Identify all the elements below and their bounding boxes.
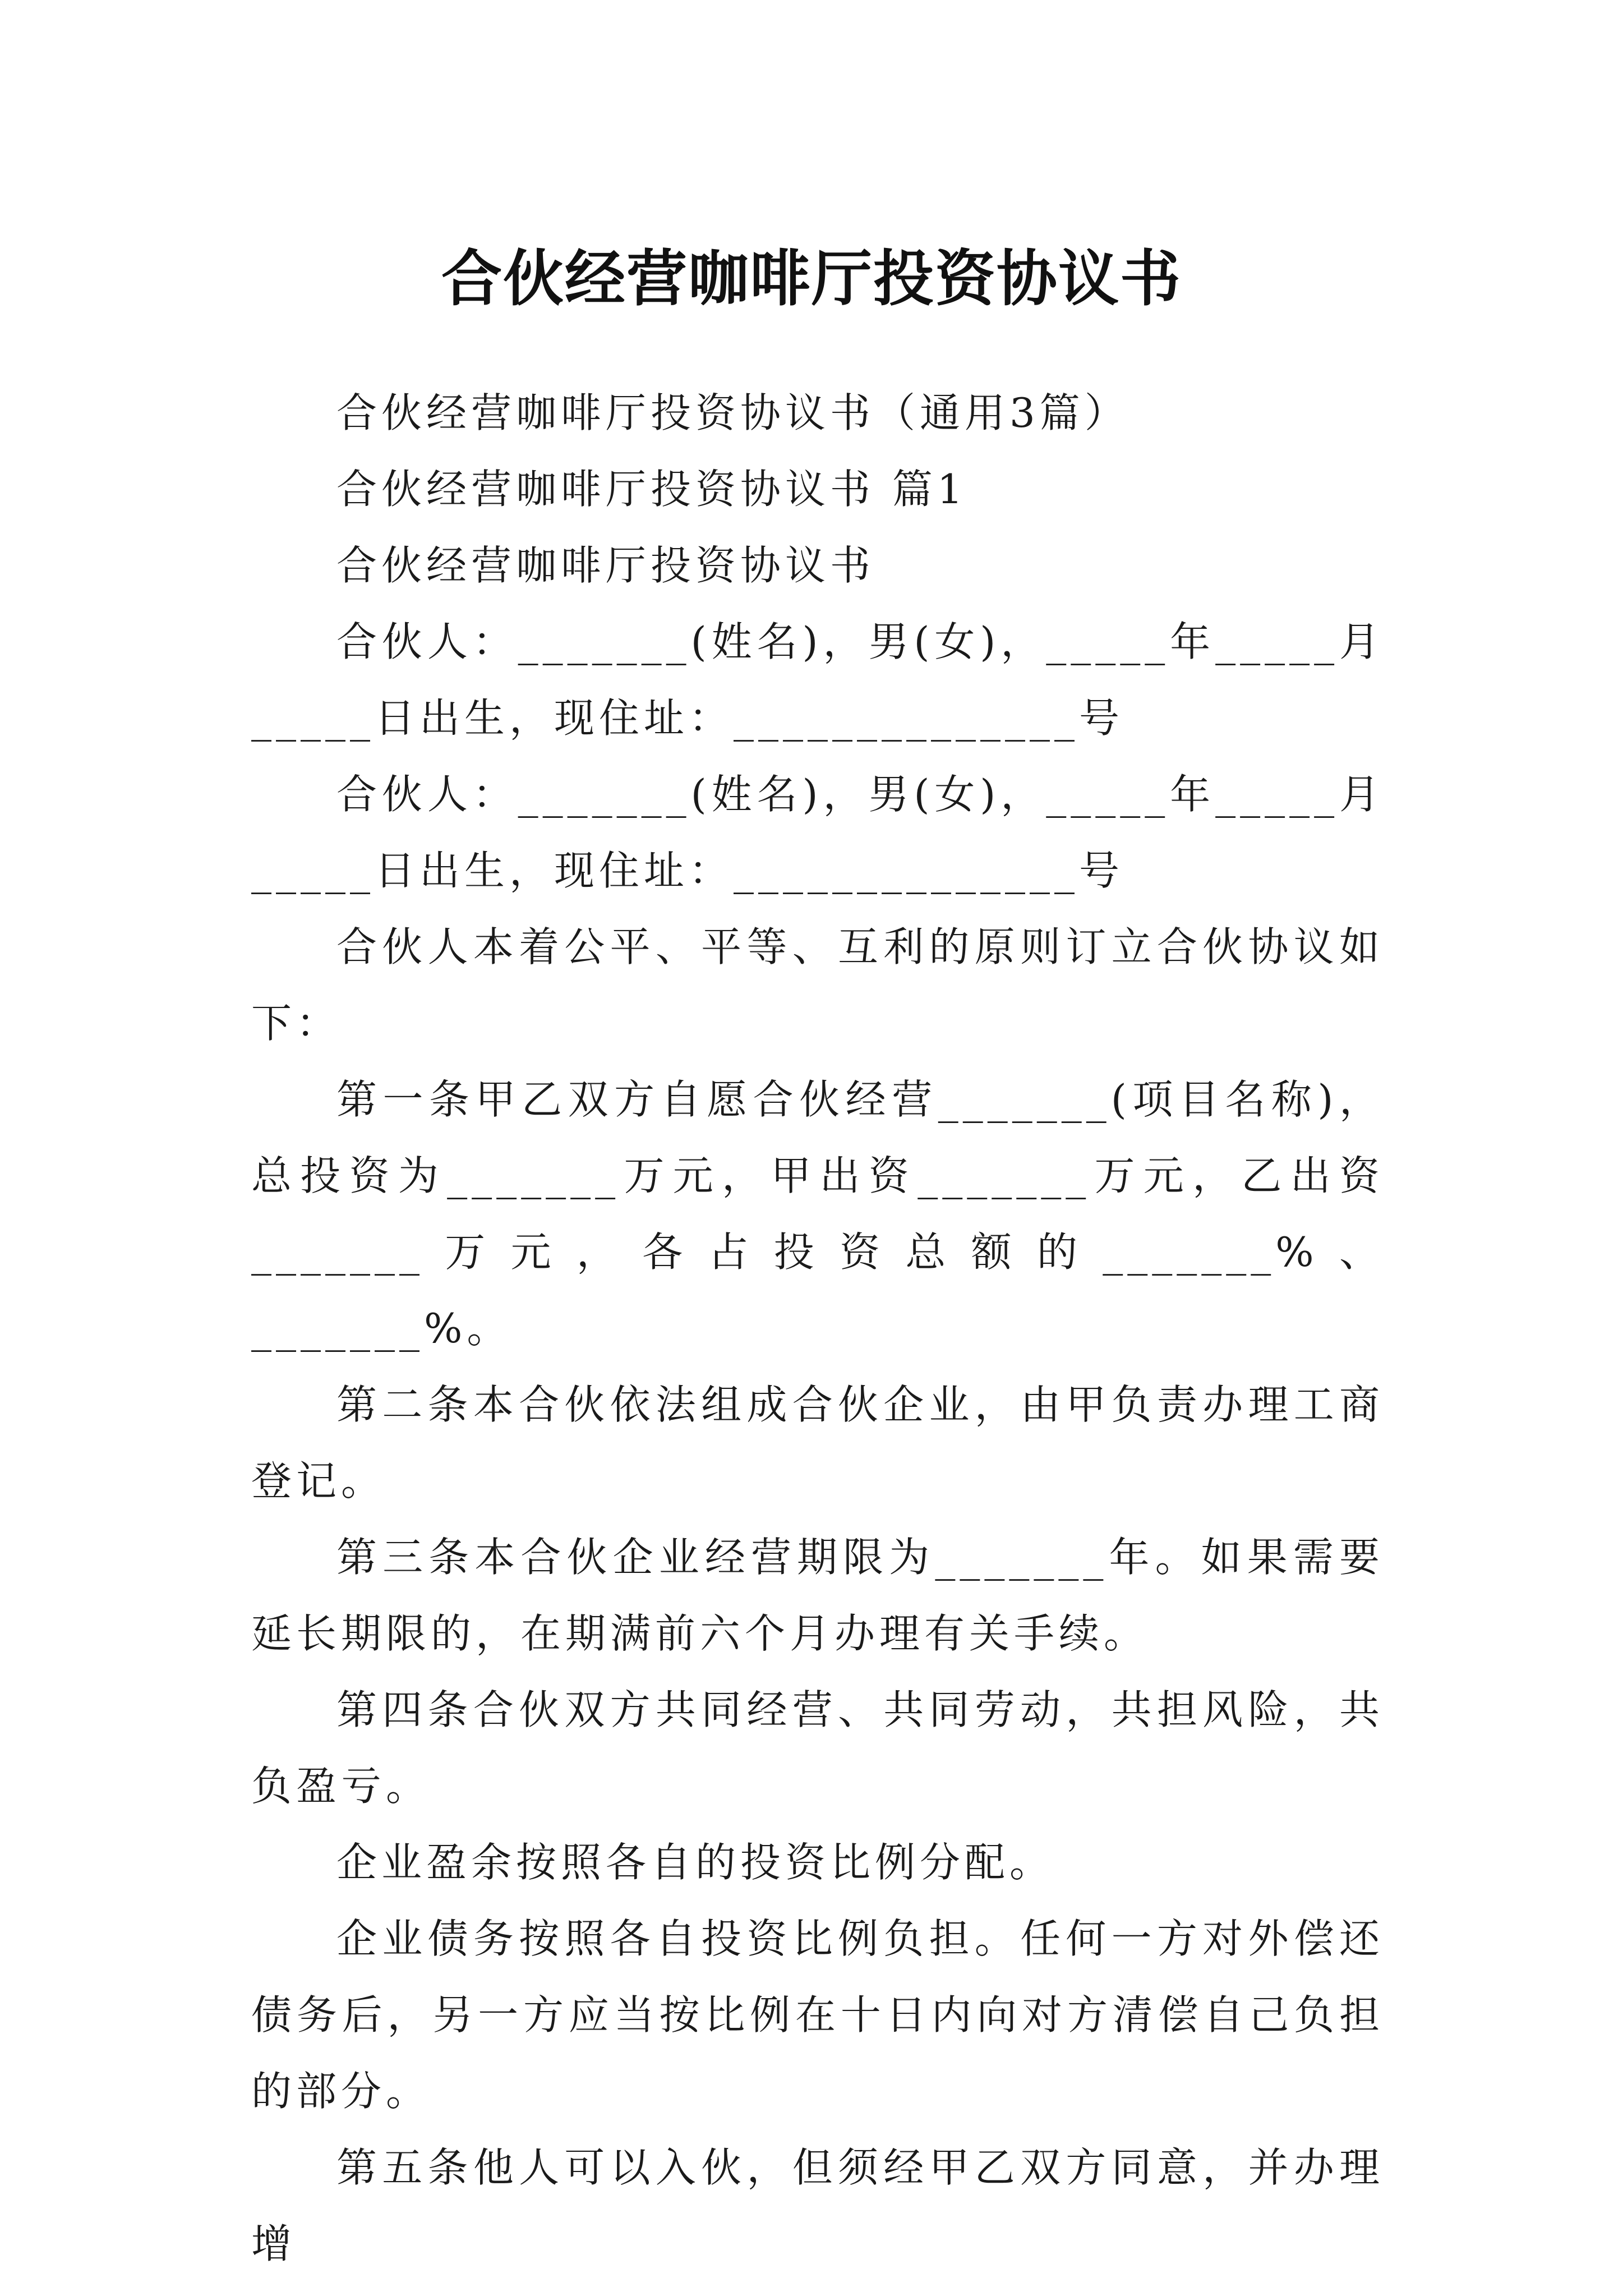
paragraph-profit-distribution: 企业盈余按照各自的投资比例分配。	[336, 1839, 1055, 1886]
paragraph-article-4: 第四条合伙双方共同经营、共同劳动，共担风险，共负盈亏。	[251, 1686, 1384, 1810]
paragraph-article-5: 第五条他人可以入伙，但须经甲乙双方同意，并办理增	[251, 2144, 1384, 2267]
paragraph-article-3: 第三条本合伙企业经营期限为_______年。如果需要延长期限的，在期满前六个月办理有关手续。	[251, 1534, 1384, 1657]
paragraph-partner-a: 合伙人：_______(姓名)，男(女)，_____年_____月_____日出生，现住址：______________号	[251, 618, 1384, 742]
document-body	[251, 375, 1384, 2282]
paragraph-article-2: 第二条本合伙依法组成合伙企业，由甲负责办理工商登记。	[251, 1381, 1384, 1504]
paragraph-preamble: 合伙人本着公平、平等、互利的原则订立合伙协议如下：	[251, 923, 1384, 1047]
paragraph-partner-b: 合伙人：_______(姓名)，男(女)，_____年_____月_____日出生，现住址：______________号	[251, 771, 1384, 894]
paragraph-debt-allocation: 企业债务按照各自投资比例负担。任何一方对外偿还债务后，另一方应当按比例在十日内向对方清偿自己负担的部分。	[251, 1915, 1384, 2115]
document-title: 合伙经营咖啡厅投资协议书	[441, 243, 1182, 315]
paragraph-subtitle: 合伙经营咖啡厅投资协议书（通用3篇）	[336, 389, 1129, 436]
paragraph-agreement-title: 合伙经营咖啡厅投资协议书	[336, 542, 875, 589]
paragraph-article-1: 第一条甲乙双方自愿合伙经营_______(项目名称)，总投资为_______万元，甲出资_______万元，乙出资_______万元，各占投资总额的_______%、_______%。	[251, 1076, 1384, 1352]
paragraph-part-heading: 合伙经营咖啡厅投资协议书 篇1	[336, 466, 967, 513]
